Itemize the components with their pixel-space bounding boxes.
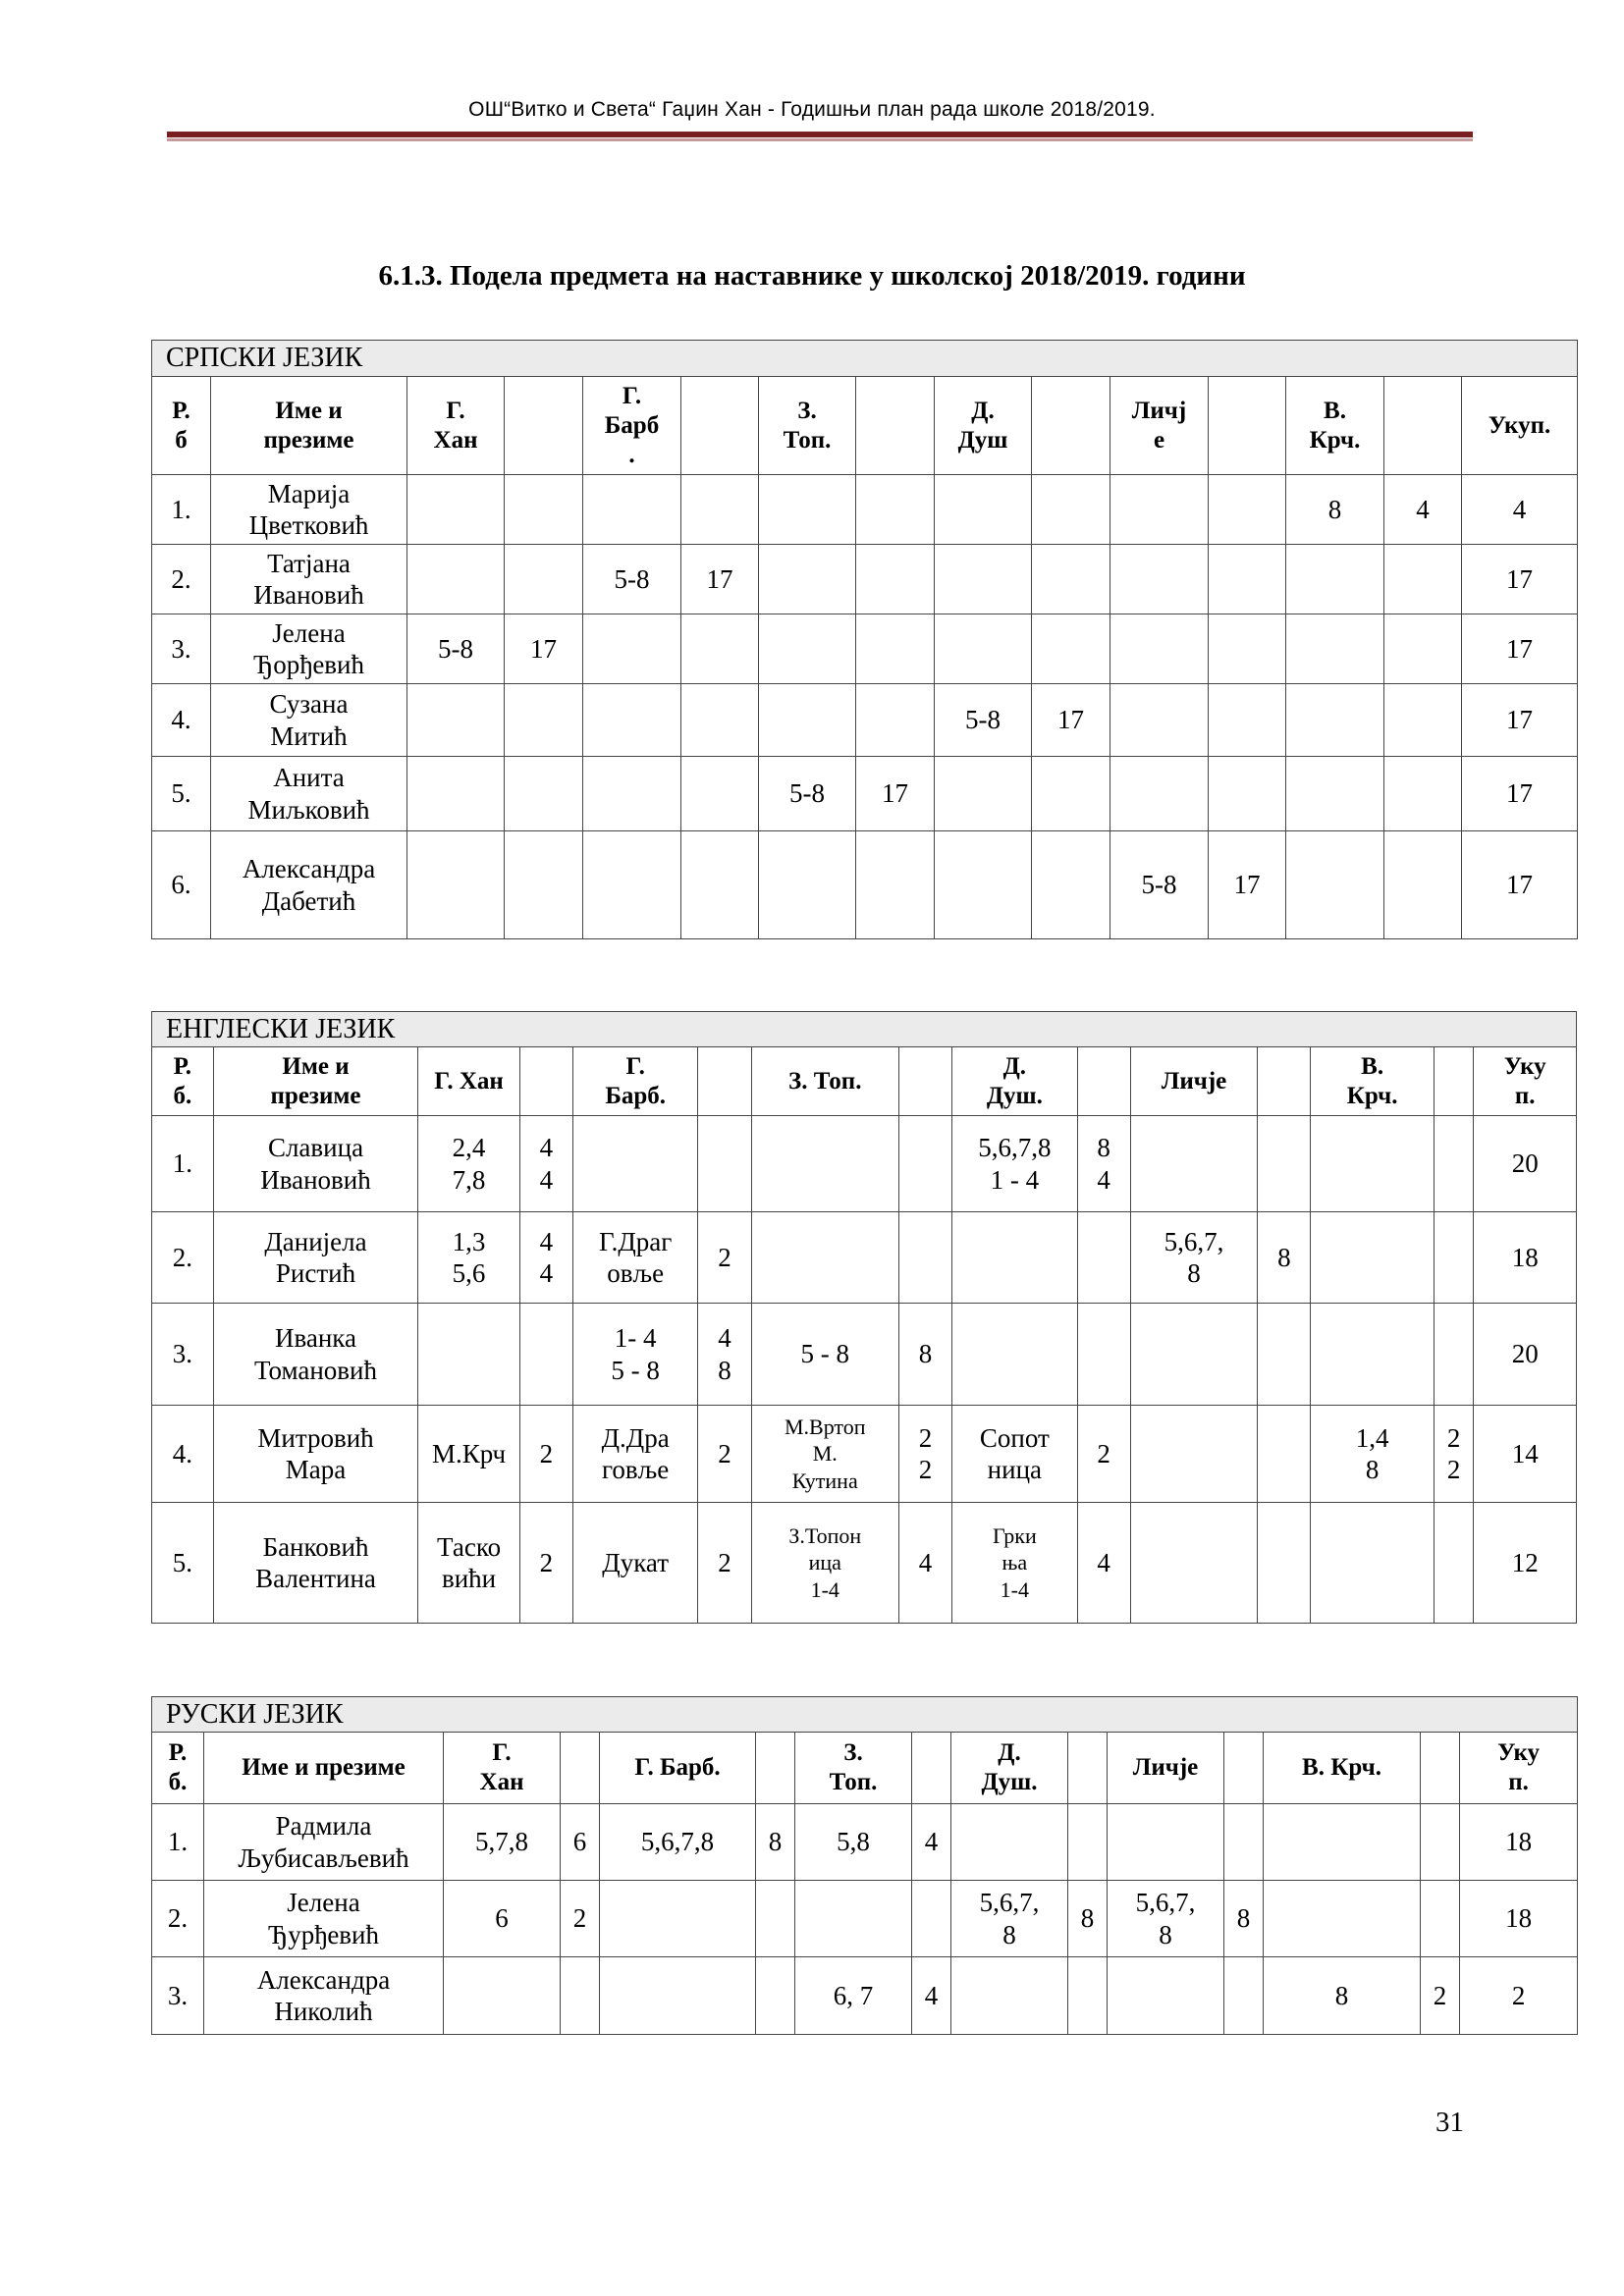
table-cell: 5-8 [759, 757, 856, 831]
table-cell [681, 614, 759, 684]
header-cell [681, 377, 759, 475]
table-cell: 17 [1209, 831, 1286, 939]
header-cell [1384, 377, 1462, 475]
table-cell [951, 1804, 1068, 1881]
header-cell: Име и презиме [211, 377, 407, 475]
header-cell: В. Крч. [1264, 1733, 1421, 1804]
table-cell [756, 1957, 795, 2035]
table-cell [1434, 1212, 1474, 1304]
table-cell [698, 1116, 751, 1212]
header-cell: В. Крч. [1311, 1047, 1434, 1116]
table-cell [1384, 614, 1462, 684]
table-cell [1421, 1881, 1460, 1957]
teacher-name-cell: Анита Миљковић [211, 757, 407, 831]
row-number-cell: 3. [152, 614, 211, 684]
table-cell [407, 545, 505, 614]
english-language-table [151, 1011, 1577, 1624]
table-cell: 5,6,7,8 1 - 4 [952, 1116, 1077, 1212]
table-cell: 17 [505, 614, 583, 684]
header-row [152, 1047, 1577, 1116]
table-cell [1032, 757, 1110, 831]
table-cell [1032, 545, 1110, 614]
table-row [152, 831, 1578, 939]
table-cell [1130, 1503, 1257, 1624]
table-cell [795, 1881, 912, 1957]
table-cell: 4 [1384, 475, 1462, 545]
header-rule [167, 132, 1473, 137]
table-cell [505, 545, 583, 614]
header-cell: Г. Барб. [572, 1047, 697, 1116]
table-cell [1110, 684, 1209, 757]
header-text: ОШ“Витко и Света“ Гаџин Хан - Годишњи план рада школе 2018/2019. [468, 98, 1156, 121]
table-cell [1108, 1804, 1224, 1881]
table-cell [1209, 545, 1286, 614]
table-cell [759, 614, 856, 684]
table-cell [1110, 614, 1209, 684]
table-cell [583, 614, 681, 684]
table-cell [1258, 1116, 1311, 1212]
row-number-cell: 4. [152, 1406, 214, 1503]
table-cell [681, 831, 759, 939]
table-cell [1286, 831, 1384, 939]
table-cell: 1,3 5,6 [418, 1212, 519, 1304]
table-cell [1311, 1503, 1434, 1624]
table-cell: 5,6,7, 8 [1130, 1212, 1257, 1304]
table-cell [681, 475, 759, 545]
table-cell [935, 545, 1032, 614]
table-cell [583, 831, 681, 939]
table-cell [951, 1957, 1068, 2035]
table-cell [505, 684, 583, 757]
table-cell: 2,4 7,8 [418, 1116, 519, 1212]
table-title: ЕНГЛЕСКИ ЈЕЗИК [152, 1012, 1577, 1047]
row-number-cell: 1. [152, 1804, 204, 1881]
header-cell: Г. Хан [444, 1733, 561, 1804]
row-number-cell: 1. [152, 475, 211, 545]
table-cell: 2 [1460, 1957, 1578, 2035]
row-number-cell: 1. [152, 1116, 214, 1212]
table-cell [1032, 831, 1110, 939]
table-row [152, 684, 1578, 757]
header-cell: Укуп. [1462, 377, 1578, 475]
header-cell [1434, 1047, 1474, 1116]
header-row [152, 377, 1578, 475]
teacher-name-cell: Радмила Љубисављевић [204, 1804, 444, 1881]
table-cell: 8 [1286, 475, 1384, 545]
table-cell [1209, 614, 1286, 684]
table-cell [583, 475, 681, 545]
teacher-name-cell: Јелена Ђорђевић [211, 614, 407, 684]
header-cell: Уку п. [1460, 1733, 1578, 1804]
header-cell [756, 1733, 795, 1804]
table-cell: 4 [898, 1503, 951, 1624]
header-cell: Р. б. [152, 1047, 214, 1116]
table-cell [572, 1116, 697, 1212]
row-number-cell: 3. [152, 1957, 204, 2035]
header-cell: Д. Душ [935, 377, 1032, 475]
table-cell [759, 545, 856, 614]
table-cell: 1- 4 5 - 8 [572, 1304, 697, 1406]
table-cell: 8 4 [1077, 1116, 1130, 1212]
page-number: 31 [1435, 2107, 1464, 2138]
table-cell [1258, 1503, 1311, 1624]
table-cell: 17 [1462, 831, 1578, 939]
table-cell: 17 [1462, 545, 1578, 614]
teacher-name-cell: Александра Николић [204, 1957, 444, 2035]
table-cell: Дукат [572, 1503, 697, 1624]
table-cell: 18 [1460, 1881, 1578, 1957]
table-cell: 2 [698, 1406, 751, 1503]
table-title: СРПСКИ ЈЕЗИК [152, 341, 1578, 377]
table-cell: 4 [912, 1957, 951, 2035]
table-cell [681, 757, 759, 831]
table-cell: Грки ња 1-4 [952, 1503, 1077, 1624]
table-cell [1434, 1304, 1474, 1406]
table-row [152, 1881, 1578, 1957]
table-cell: 4 8 [698, 1304, 751, 1406]
header-cell: Име и презиме [213, 1047, 418, 1116]
table-row [152, 1503, 1577, 1624]
header-cell [505, 377, 583, 475]
table-cell [856, 684, 935, 757]
table-cell: 17 [856, 757, 935, 831]
header-cell: Личј е [1110, 377, 1209, 475]
table-cell: 6 [444, 1881, 561, 1957]
table-cell [505, 831, 583, 939]
table-cell [1258, 1406, 1311, 1503]
table-cell [583, 757, 681, 831]
table-cell [759, 475, 856, 545]
table-title: РУСКИ ЈЕЗИК [152, 1697, 1578, 1733]
table-cell: 2 [1077, 1406, 1130, 1503]
header-cell [856, 377, 935, 475]
table-cell: 18 [1460, 1804, 1578, 1881]
table-cell [856, 614, 935, 684]
table-cell [561, 1957, 600, 2035]
header-cell [1032, 377, 1110, 475]
section-title: 6.1.3. Подела предмета на наставнике у школској 2018/2019. години [378, 260, 1246, 292]
serbian-language-table [151, 340, 1578, 939]
table-cell: 2 2 [1434, 1406, 1474, 1503]
table-cell: 8 [756, 1804, 795, 1881]
table-cell [1286, 757, 1384, 831]
table-cell [1077, 1304, 1130, 1406]
table-cell [505, 475, 583, 545]
table-row [152, 545, 1578, 614]
table-cell [935, 757, 1032, 831]
table-cell [1384, 757, 1462, 831]
row-number-cell: 6. [152, 831, 211, 939]
header-cell: Г. Хан [418, 1047, 519, 1116]
table-cell [1311, 1116, 1434, 1212]
table-cell [856, 545, 935, 614]
table-cell [898, 1212, 951, 1304]
header-cell [519, 1047, 572, 1116]
table-cell: 20 [1474, 1116, 1577, 1212]
table-cell [1258, 1304, 1311, 1406]
table-cell: 12 [1474, 1503, 1577, 1624]
table-cell [407, 475, 505, 545]
header-cell [898, 1047, 951, 1116]
table-cell: 5 - 8 [751, 1304, 898, 1406]
header-cell: Г. Хан [407, 377, 505, 475]
header-cell: Г. Барб. [600, 1733, 756, 1804]
table-cell [1311, 1304, 1434, 1406]
table-cell: 8 [898, 1304, 951, 1406]
row-number-cell: 4. [152, 684, 211, 757]
table-cell [751, 1212, 898, 1304]
header-cell [561, 1733, 600, 1804]
teacher-name-cell: Славица Ивановић [213, 1116, 418, 1212]
teacher-name-cell: Банковић Валентина [213, 1503, 418, 1624]
table-cell [1209, 475, 1286, 545]
table-cell [935, 475, 1032, 545]
table-row [152, 1116, 1577, 1212]
header-rule-thin [167, 138, 1473, 141]
table-row [152, 614, 1578, 684]
table-cell [505, 757, 583, 831]
table-cell [1110, 475, 1209, 545]
table-cell: 17 [681, 545, 759, 614]
table-cell [1130, 1406, 1257, 1503]
table-cell [759, 831, 856, 939]
teacher-name-cell: Сузана Митић [211, 684, 407, 757]
table-cell [600, 1881, 756, 1957]
table-cell [1434, 1116, 1474, 1212]
row-number-cell: 5. [152, 1503, 214, 1624]
header-row [152, 1733, 1578, 1804]
teacher-name-cell: Марија Цветковић [211, 475, 407, 545]
table-cell [444, 1957, 561, 2035]
header-cell [1068, 1733, 1108, 1804]
table-cell: 2 [698, 1212, 751, 1304]
row-number-cell: 5. [152, 757, 211, 831]
table-cell [1421, 1804, 1460, 1881]
table-cell [681, 684, 759, 757]
table-cell: 17 [1462, 684, 1578, 757]
header-cell [1224, 1733, 1264, 1804]
header-cell [1421, 1733, 1460, 1804]
header-cell: Уку п. [1474, 1047, 1577, 1116]
table-cell: 2 [519, 1503, 572, 1624]
header-cell: Д. Душ. [951, 1733, 1068, 1804]
table-cell: 14 [1474, 1406, 1577, 1503]
table-cell: 4 [912, 1804, 951, 1881]
table-cell [856, 831, 935, 939]
table-cell: 2 2 [898, 1406, 951, 1503]
table-cell [407, 684, 505, 757]
teacher-name-cell: Данијела Ристић [213, 1212, 418, 1304]
header-cell [1077, 1047, 1130, 1116]
header-cell: Личје [1130, 1047, 1257, 1116]
table-cell: 5,7,8 [444, 1804, 561, 1881]
table-cell: 17 [1462, 757, 1578, 831]
table-cell: Д.Дра говље [572, 1406, 697, 1503]
table-cell [1032, 475, 1110, 545]
table-cell: 8 [1068, 1881, 1108, 1957]
table-cell: 5,6,7,8 [600, 1804, 756, 1881]
table-cell [1130, 1304, 1257, 1406]
table-cell [1264, 1804, 1421, 1881]
header-cell: Г. Барб . [583, 377, 681, 475]
row-number-cell: 2. [152, 1212, 214, 1304]
table-cell: 5,6,7, 8 [1108, 1881, 1224, 1957]
table-cell [1384, 831, 1462, 939]
table-cell [407, 831, 505, 939]
header-cell [1209, 377, 1286, 475]
table-row [152, 1304, 1577, 1406]
table-cell: 17 [1462, 614, 1578, 684]
table-cell [1286, 614, 1384, 684]
table-cell [1384, 545, 1462, 614]
header-cell: З. Топ. [759, 377, 856, 475]
table-cell: Г.Драг овље [572, 1212, 697, 1304]
table-cell [952, 1304, 1077, 1406]
table-cell [1108, 1957, 1224, 2035]
table-cell [1068, 1804, 1108, 1881]
table-cell [912, 1881, 951, 1957]
table-cell: 4 [1077, 1503, 1130, 1624]
table-cell: 5,8 [795, 1804, 912, 1881]
table-cell [756, 1881, 795, 1957]
russian-language-table [151, 1696, 1578, 2035]
table-cell: 2 [1421, 1957, 1460, 2035]
table-row [152, 1212, 1577, 1304]
header-cell [912, 1733, 951, 1804]
teacher-name-cell: Митровић Мара [213, 1406, 418, 1503]
table-row [152, 1957, 1578, 2035]
table-cell [935, 614, 1032, 684]
table-cell: Сопот ница [952, 1406, 1077, 1503]
table-cell: 5-8 [935, 684, 1032, 757]
table-cell [407, 757, 505, 831]
table-cell [519, 1304, 572, 1406]
header-cell [1258, 1047, 1311, 1116]
table-cell [1077, 1212, 1130, 1304]
table-cell [1384, 684, 1462, 757]
header-cell: В. Крч. [1286, 377, 1384, 475]
table-row [152, 475, 1578, 545]
table-cell [759, 684, 856, 757]
table-cell: 5-8 [583, 545, 681, 614]
teacher-name-cell: Татјана Ивановић [211, 545, 407, 614]
table-cell [418, 1304, 519, 1406]
teacher-name-cell: Јелена Ђурђевић [204, 1881, 444, 1957]
table-cell: Таско вићи [418, 1503, 519, 1624]
teacher-name-cell: Иванка Томановић [213, 1304, 418, 1406]
table-cell: 8 [1264, 1957, 1421, 2035]
table-row [152, 1804, 1578, 1881]
table-cell: 4 [1462, 475, 1578, 545]
header-cell: Личје [1108, 1733, 1224, 1804]
table-cell [1032, 614, 1110, 684]
table-cell [856, 475, 935, 545]
table-cell [1209, 757, 1286, 831]
header-cell: Р. б [152, 377, 211, 475]
table-cell: 1,4 8 [1311, 1406, 1434, 1503]
table-cell: 5-8 [1110, 831, 1209, 939]
table-cell: 2 [698, 1503, 751, 1624]
table-cell [952, 1212, 1077, 1304]
table-cell: 8 [1258, 1212, 1311, 1304]
table-cell: 4 4 [519, 1116, 572, 1212]
table-cell [1209, 684, 1286, 757]
table-cell: М.Крч [418, 1406, 519, 1503]
row-number-cell: 2. [152, 545, 211, 614]
table-row [152, 1406, 1577, 1503]
table-cell: 2 [519, 1406, 572, 1503]
table-cell [600, 1957, 756, 2035]
table-cell [751, 1116, 898, 1212]
row-number-cell: 3. [152, 1304, 214, 1406]
table-cell: 20 [1474, 1304, 1577, 1406]
table-cell [1224, 1957, 1264, 2035]
table-cell: М.Вртоп М. Кутина [751, 1406, 898, 1503]
table-cell: 17 [1032, 684, 1110, 757]
table-cell [1224, 1804, 1264, 1881]
header-cell: З. Топ. [751, 1047, 898, 1116]
table-cell [1264, 1881, 1421, 1957]
table-cell [935, 831, 1032, 939]
table-cell: 6, 7 [795, 1957, 912, 2035]
header-cell: Р. б. [152, 1733, 204, 1804]
table-cell [898, 1116, 951, 1212]
table-cell: 4 4 [519, 1212, 572, 1304]
header-cell: З. Топ. [795, 1733, 912, 1804]
table-cell [1286, 684, 1384, 757]
table-cell [1110, 545, 1209, 614]
table-cell [1068, 1957, 1108, 2035]
table-row [152, 757, 1578, 831]
table-cell: 5-8 [407, 614, 505, 684]
table-cell: 6 [561, 1804, 600, 1881]
table-cell [1130, 1116, 1257, 1212]
table-cell: 8 [1224, 1881, 1264, 1957]
table-cell: З.Топон ица 1-4 [751, 1503, 898, 1624]
table-cell [1286, 545, 1384, 614]
table-cell [1110, 757, 1209, 831]
table-cell: 2 [561, 1881, 600, 1957]
table-cell [1434, 1503, 1474, 1624]
header-cell: Д. Душ. [952, 1047, 1077, 1116]
teacher-name-cell: Александра Дабетић [211, 831, 407, 939]
table-cell: 18 [1474, 1212, 1577, 1304]
table-cell [583, 684, 681, 757]
row-number-cell: 2. [152, 1881, 204, 1957]
header-cell [698, 1047, 751, 1116]
header-cell: Име и презиме [204, 1733, 444, 1804]
table-cell [1311, 1212, 1434, 1304]
table-cell: 5,6,7, 8 [951, 1881, 1068, 1957]
